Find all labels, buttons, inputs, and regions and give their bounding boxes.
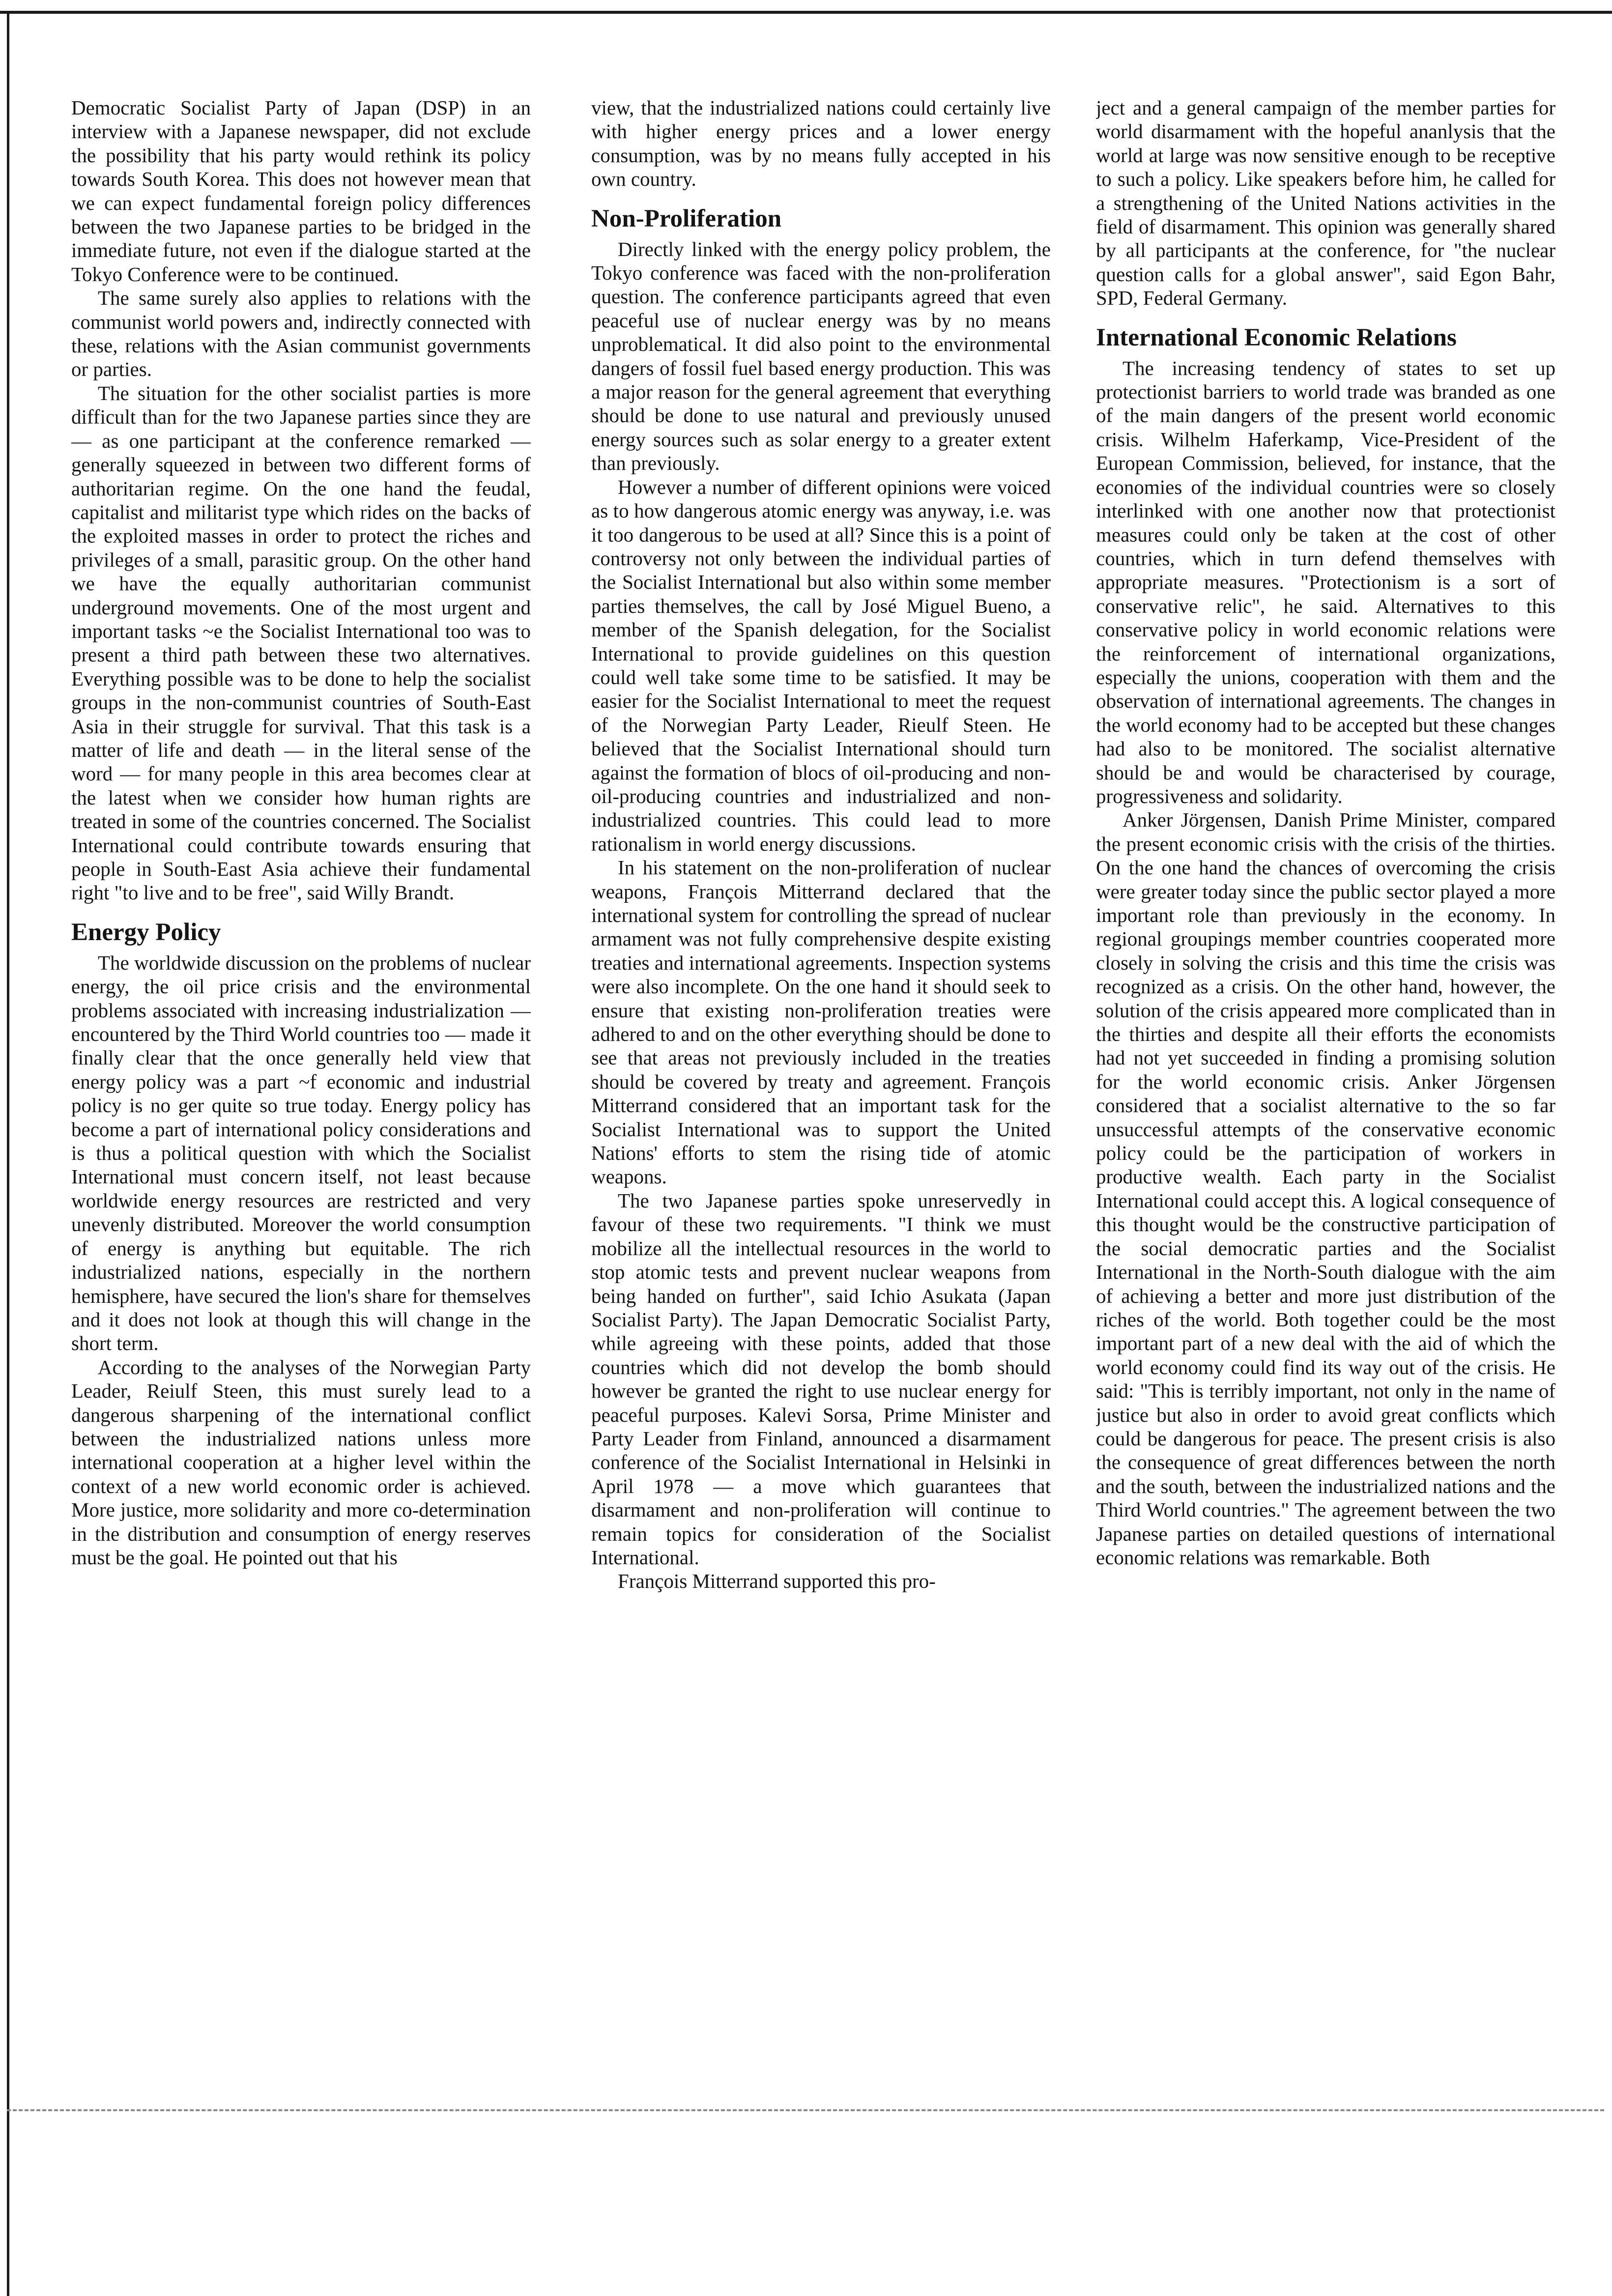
paragraph: According to the analyses of the Norwegian Party Leader, Reiulf Steen, this must surely lead to a dangerous sharpening of the international conflict between the industrialized nations unless more international cooperation at a higher level within the context of a new world economic order is achieved. More justice, more solidarity and more co-determination in the distribution and consumption of energy reserves must be the goal. He pointed out that his — [71, 1355, 531, 1569]
bottom-divider-rule — [7, 2109, 1604, 2111]
section-heading-international-economic-relations: International Economic Relations — [1096, 323, 1457, 351]
section-heading-non-proliferation: Non-Proliferation — [591, 204, 782, 232]
paragraph: The worldwide discussion on the problems of nuclear energy, the oil price crisis and the environmental problems associated with increasing industrialization — encountered by the Third World countries too — made it finally clear that the once generally held view that energy policy was a part ~f economic and industrial policy is no ger quite so true today. Energy policy has become a part of international policy considerations and is thus a political question with which the Socialist International must concern itself, not least because worldwide energy resources are restricted and very unevenly distributed. Moreover the world consumption of energy is anything but equitable. The rich industrialized nations, especially in the northern hemisphere, have secured the lion's share for themselves and it does not look at though this will change in the short term. — [71, 951, 531, 1355]
paragraph: Anker Jörgensen, Danish Prime Minister, compared the present economic crisis with the crisis of the thirties. On the one hand the chances of overcoming the crisis were greater today since the public sector played a more important role than previously in the economy. In regional groupings member countries cooperated more closely in solving the crisis and this time the crisis was recognized as a crisis. On the other hand, however, the solution of the crisis appeared more complicated than in the thirties and despite all their efforts the economists had not yet succeeded in finding a promising solution for the world economic crisis. Anker Jörgensen considered that a socialist alternative to the so far unsuccessful attempts of the conservative economic policy could be the participation of workers in productive wealth. Each party in the Socialist International could accept this. A logical consequence of this thought would be the constructive participation of the social democratic parties and the Socialist International in the North-South dialogue with the aim of achieving a better and more just distribution of the riches of the world. Both together could be the most important part of a new deal with the aid of which the world economy could find its way out of the crisis. He said: "This is terribly important, not only in the name of justice but also in order to avoid great conflicts which could be dangerous for peace. The present crisis is also the consequence of great differences between the north and the south, between the industrialized nations and the Third World countries." The agreement between the two Japanese parties on detailed questions of international economic relations was remarkable. Both — [1096, 808, 1555, 1569]
text-column-2 — [591, 96, 1051, 2052]
paragraph: However a number of different opinions were voiced as to how dangerous atomic energy was anyway, i.e. was it too dangerous to be used at all? Since this is a point of controversy not only between the individual parties of the Socialist International but also within some member parties themselves, the call by José Miguel Bueno, a member of the Spanish delegation, for the Socialist International to provide guidelines on this question could well take some time to be satisfied. It may be easier for the Socialist International to meet the request of the Norwegian Party Leader, Rieulf Steen. He believed that the Socialist International should turn against the formation of blocs of oil-producing and non-oil-producing countries and industrialized and non-industrialized countries. This could lead to more rationalism in world energy discussions. — [591, 475, 1051, 855]
paragraph: The increasing tendency of states to set up protectionist barriers to world trade was branded as one of the main dangers of the present world economic crisis. Wilhelm Haferkamp, Vice-President of the European Commission, believed, for instance, that the economies of the individual countries were so closely interlinked with one another now that protectionist measures could only be taken at the cost of other countries, which in turn defend themselves with appropriate measures. "Protectionism is a sort of conservative relic", he said. Alternatives to this conservative policy in world economic relations were the reinforcement of international organizations, especially the unions, cooperation with them and the observation of international agreements. The changes in the world economy had to be accepted but these changes had also to be monitored. The socialist alternative should be and would be characterised by courage, progressiveness and solidarity. — [1096, 356, 1555, 807]
paragraph: François Mitterrand supported this pro- — [618, 1570, 936, 1593]
paragraph: The situation for the other socialist parties is more difficult than for the two Japanese parties since they are — as one participant at the conference remarked — generally squeezed in between two different forms of authoritarian regime. On the one hand the feudal, capitalist and militarist type which rides on the backs of the exploited masses in order to protect the riches and privileges of a small, parasitic group. On the other hand we have the equally authoritarian communist underground movements. One of the most urgent and important tasks ~e the Socialist International too was to present a third path between these two alternatives. Everything possible was to be done to help the socialist groups in the non-communist countries of South-East Asia in their struggle for survival. That this task is a matter of life and death — in the literal sense of the word — for many people in this area becomes clear at the latest when we consider how human rights are treated in some of the countries concerned. The Socialist International could contribute towards ensuring that people in South-East Asia achieve their fundamental right "to live and to be free", said Willy Brandt. — [71, 381, 531, 904]
paragraph: ject and a general campaign of the member parties for world disarmament with the hopeful ananlysis that the world at large was now sensitive enough to be receptive to such a policy. Like speakers before him, he called for a strengthening of the United Nations activities in the field of disarmament. This opinion was generally shared by all participants at the conference, for "the nuclear question calls for a global answer", said Egon Bahr, SPD, Federal Germany. — [1096, 96, 1555, 310]
text-column-3 — [1096, 96, 1555, 2052]
text-column-1 — [71, 96, 531, 2052]
section-heading-energy-policy: Energy Policy — [71, 918, 221, 946]
top-border-rule — [0, 11, 1612, 14]
paragraph: In his statement on the non-proliferation of nuclear weapons, François Mitterrand declared that the international system for controlling the spread of nuclear armament was not fully comprehensive despite existing treaties and international agreements. Inspection systems were also incomplete. On the one hand it should seek to ensure that existing non-proliferation treaties were adhered to and on the other everything should be done to see that areas not previously included in the treaties should be covered by treaty and agreement. François Mitterrand considered that an important task for the Socialist International was to support the United Nations' efforts to stem the rising tide of atomic weapons. — [591, 856, 1051, 1188]
left-border-rule — [7, 11, 9, 2296]
paragraph: view, that the industrialized nations could certainly live with higher energy prices and a lower energy consumption, was by no means fully accepted in his own country. — [591, 96, 1051, 191]
paragraph: Democratic Socialist Party of Japan (DSP) in an interview with a Japanese newspaper, did not exclude the possibility that his party would rethink its policy towards South Korea. This does not however mean that we can expect fundamental foreign policy differences between the two Japanese parties to be bridged in the immediate future, not even if the dialogue started at the Tokyo Conference were to be continued. — [71, 96, 531, 286]
paragraph: Directly linked with the energy policy problem, the Tokyo conference was faced with the non-proliferation question. The conference participants agreed that even peaceful use of nuclear energy was by no means unproblematical. It did also point to the environmental dangers of fossil fuel based energy production. This was a major reason for the general agreement that everything should be done to use natural and previously unused energy sources such as solar energy to a greater extent than previously. — [591, 237, 1051, 475]
paragraph: The two Japanese parties spoke unreservedly in favour of these two requirements. "I think we must mobilize all the intellectual resources in the world to stop atomic tests and prevent nuclear weapons from being handed on further", said Ichio Asukata (Japan Socialist Party). The Japan Democratic Socialist Party, while agreeing with these points, added that those countries which did not develop the bomb should however be granted the right to use nuclear energy for peaceful purposes. Kalevi Sorsa, Prime Minister and Party Leader from Finland, announced a disarmament conference of the Socialist International in Helsinki in April 1978 — a move which guarantees that disarmament and non-proliferation will continue to remain topics for consideration of the Socialist International. — [591, 1189, 1051, 1569]
paragraph: The same surely also applies to relations with the communist world powers and, indirectly connected with these, relations with the Asian communist governments or parties. — [71, 287, 531, 381]
